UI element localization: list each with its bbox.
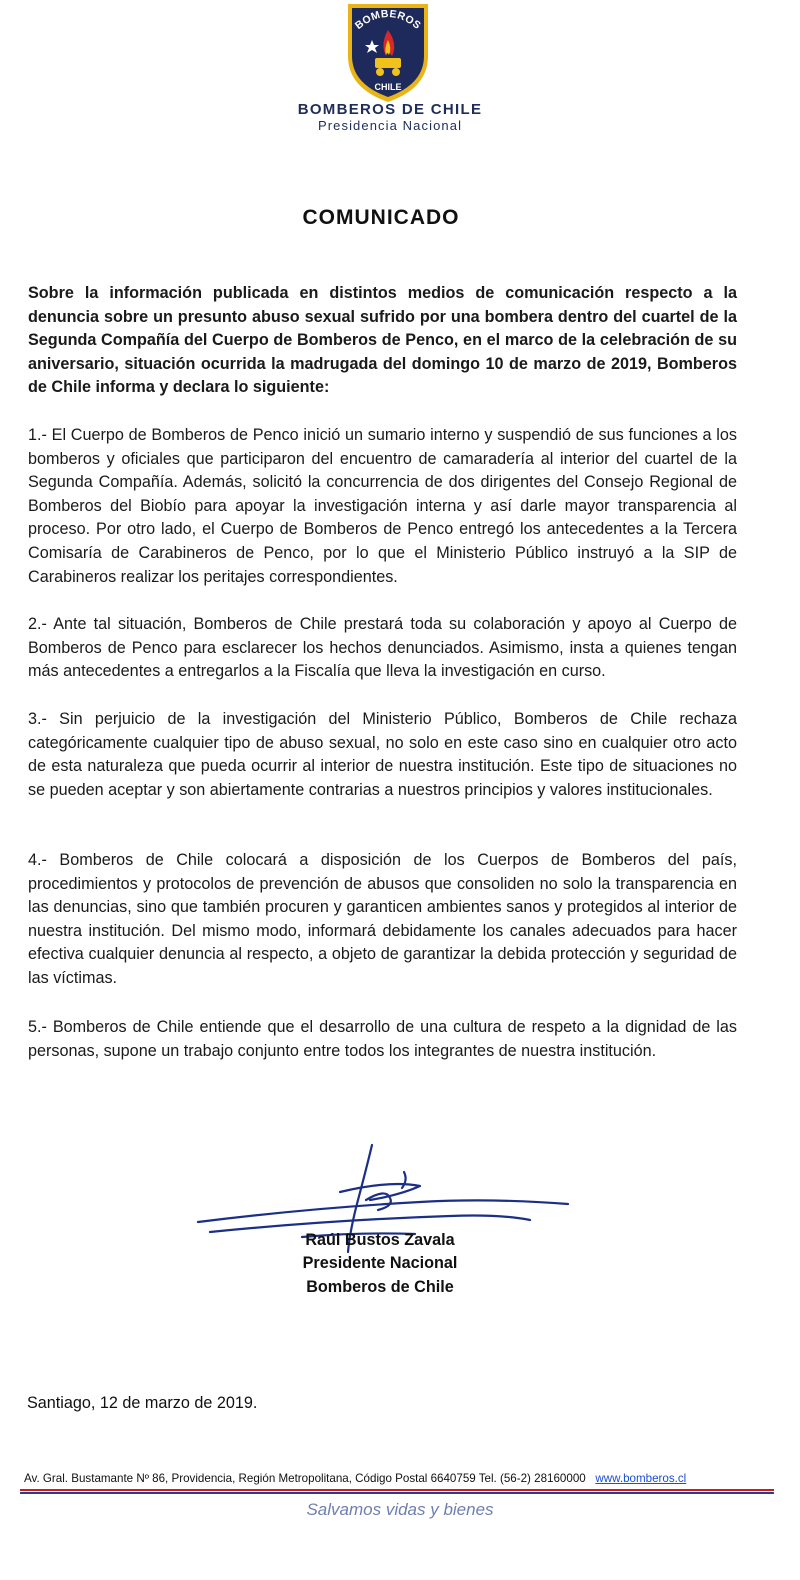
svg-text:BOMBEROS: BOMBEROS — [352, 7, 424, 32]
point-1-paragraph: 1.- El Cuerpo de Bomberos de Penco inició un sumario interno y suspendió de sus funciones a los bomberos y oficiales que participaron del encuentro de camaradería al interior del cuartel de la Segunda Compañía. Además, solicitó la concurrencia de dos dirigentes del Consejo Regional de Bomberos del Biobío para apoyar la investigación interna y así darle mayor transparencia al proceso. Por otro lado, el Cuerpo de Bomberos de Penco entregó los antecedentes a la Tercera Comisaría de Carabineros de Penco, por lo que el Ministerio Público instruyó a la SIP de Carabineros realizar los peritajes correspondientes. — [28, 426, 737, 586]
point-5-paragraph: 5.- Bomberos de Chile entiende que el desarrollo de una cultura de respeto a la dignidad de las personas, supone un trabajo conjunto entre todos los integrantes de nuestra institución. — [28, 1018, 737, 1060]
signer-organization: Bomberos de Chile — [306, 1278, 454, 1296]
point-3-paragraph: 3.- Sin perjuicio de la investigación del Ministerio Público, Bomberos de Chile rechaza categóricamente cualquier tipo de abuso sexual, no solo en este caso sino en cualquier otro acto de esta naturaleza que pueda ocurrir al interior de nuestra institución. Este tipo de situaciones no se pueden aceptar y son abiertamente contrarias a nuestros principios y valores institucionales. — [28, 710, 737, 799]
footer-motto: Salvamos vidas y bienes — [306, 1500, 494, 1519]
document-title: COMUNICADO — [302, 206, 460, 229]
point-4-paragraph: 4.- Bomberos de Chile colocará a disposición de los Cuerpos de Bomberos del país, procedimientos y protocolos de prevención de abusos que consoliden no solo la transparencia en las denuncias, sino que también procuren y garanticen ambientes sanos y protegidos al interior de nuestra institución. Del mismo modo, informará debidamente los canales adecuados para hacer efectiva cualquier denuncia al respecto, a objeto de garantizar la debida protección y seguridad de las víctimas. — [28, 851, 737, 987]
footer-address-text: Av. Gral. Bustamante Nº 86, Providencia, Región Metropolitana, Código Postal 6640759 Tel. (56-2) 28160000 — [24, 1472, 586, 1485]
point-2-paragraph: 2.- Ante tal situación, Bomberos de Chile prestará toda su colaboración y apoyo al Cuerpo de Bomberos de Penco para esclarecer los hechos denunciados. Asimismo, insta a quienes tengan más antecedentes a entregarlos a la Fiscalía que lleva la investigación en curso. — [28, 615, 737, 681]
org-subtitle: Presidencia Nacional — [317, 118, 463, 133]
footer-divider-red — [20, 1489, 774, 1491]
bomberos-shield-logo — [342, 0, 434, 104]
signer-role: Presidente Nacional — [302, 1254, 458, 1272]
place-date: Santiago, 12 de marzo de 2019. — [27, 1394, 258, 1412]
svg-text:CHILE: CHILE — [374, 82, 402, 92]
website-link[interactable]: www.bomberos.cl — [595, 1472, 687, 1485]
intro-paragraph: Sobre la información publicada en distintos medios de comunicación respecto a la denuncia sobre un presunto abuso sexual sufrido por una bombera dentro del cuartel de la Segunda Compañía del Cuerpo de Bomberos de Penco, en el marco de la celebración de su aniversario, situación ocurrida la madrugada del domingo 10 de marzo de 2019, Bomberos de Chile informa y declara lo siguiente: — [28, 284, 737, 397]
footer-divider-blue — [20, 1492, 774, 1494]
org-name: BOMBEROS DE CHILE — [297, 101, 483, 118]
signer-name: Raúl Bustos Zavala — [305, 1231, 455, 1249]
footer-address — [24, 1472, 686, 1485]
